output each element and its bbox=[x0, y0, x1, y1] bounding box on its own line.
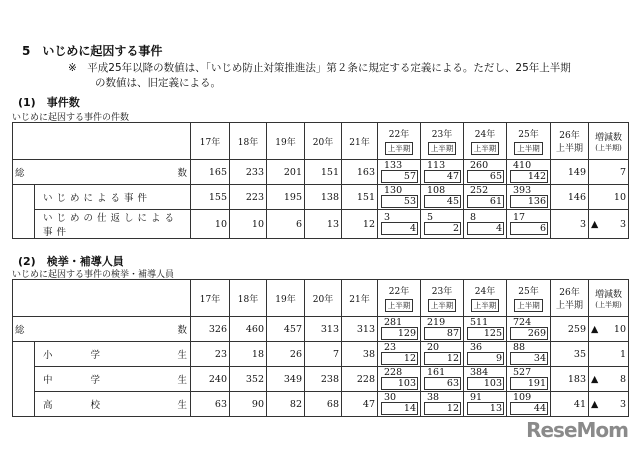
decrease-triangle-icon: ▲ bbox=[591, 323, 599, 335]
full-year-value: 161 bbox=[427, 367, 446, 378]
incident-count-table bbox=[12, 122, 629, 239]
indent-cell bbox=[13, 342, 35, 367]
y26-header bbox=[551, 123, 589, 160]
note-line-2: の数値は、旧定義による。 bbox=[95, 77, 221, 89]
label-b: 生 bbox=[177, 400, 187, 411]
year-label: 26年 bbox=[559, 131, 580, 141]
full-year-value: 724 bbox=[513, 317, 532, 328]
half-year-cell bbox=[378, 367, 421, 392]
half-year-cell bbox=[507, 185, 551, 210]
half-year-value: 129 bbox=[381, 327, 418, 340]
half-year-value: 12 bbox=[424, 402, 461, 415]
year-header: 17年 bbox=[191, 123, 230, 160]
half-year-value: 44 bbox=[510, 402, 548, 415]
half-year-value: 45 bbox=[424, 195, 461, 208]
full-year-value: 219 bbox=[427, 317, 446, 328]
half-year-cell bbox=[378, 392, 421, 417]
full-year-value: 23 bbox=[384, 342, 397, 353]
half-year-cell bbox=[378, 210, 421, 239]
half-year-header bbox=[421, 123, 464, 160]
section-title: 5 いじめに起因する事件 bbox=[22, 44, 163, 58]
year-header: 19年 bbox=[267, 280, 305, 317]
half-label: 上半期 bbox=[514, 299, 543, 312]
value-cell: 10 bbox=[191, 210, 230, 239]
header-row bbox=[13, 280, 629, 317]
full-year-value: 113 bbox=[427, 160, 446, 171]
half-year-value: 4 bbox=[381, 222, 418, 235]
half-year-value: 13 bbox=[467, 402, 504, 415]
half-year-header bbox=[464, 123, 507, 160]
year-header: 20年 bbox=[305, 123, 342, 160]
value-cell: 23 bbox=[191, 342, 230, 367]
pair-box bbox=[421, 160, 463, 184]
half-year-cell bbox=[507, 342, 551, 367]
change-value: 10 bbox=[613, 191, 626, 203]
full-year-value: 5 bbox=[427, 212, 434, 223]
full-year-value: 17 bbox=[513, 212, 526, 223]
value-cell: 155 bbox=[191, 185, 230, 210]
value-cell: 138 bbox=[305, 185, 342, 210]
year-label: 24年 bbox=[474, 287, 496, 297]
half-year-value: 103 bbox=[467, 377, 504, 390]
full-year-value: 281 bbox=[384, 317, 403, 328]
full-year-value: 410 bbox=[513, 160, 532, 171]
year-label: 25年 bbox=[518, 287, 539, 297]
half-year-value: 4 bbox=[467, 222, 504, 235]
half-year-value: 63 bbox=[424, 377, 461, 390]
half-year-cell bbox=[421, 342, 464, 367]
pair-box bbox=[464, 367, 506, 391]
pair-box bbox=[507, 392, 550, 416]
decrease-triangle-icon: ▲ bbox=[591, 218, 599, 230]
table2-caption: いじめに起因する事件の検挙・補導人員 bbox=[12, 270, 175, 280]
change-header bbox=[589, 280, 629, 317]
value-cell: 12 bbox=[342, 210, 378, 239]
half-year-header bbox=[378, 123, 421, 160]
change-value: 3 bbox=[619, 398, 626, 410]
half-year-cell bbox=[421, 367, 464, 392]
half-label: 上半期 bbox=[428, 142, 457, 155]
table-row bbox=[13, 210, 629, 239]
half-year-value: 47 bbox=[424, 170, 461, 183]
indent-cell bbox=[13, 210, 35, 239]
value-cell: 195 bbox=[267, 185, 305, 210]
label-a: 高 校 bbox=[43, 400, 101, 411]
half-label: 上半期 bbox=[555, 144, 583, 154]
row-label bbox=[35, 367, 191, 392]
row-label bbox=[13, 160, 191, 185]
year-label: 23年 bbox=[431, 130, 453, 140]
decrease-triangle-icon: ▲ bbox=[591, 398, 599, 410]
half-year-header bbox=[507, 280, 551, 317]
table-row bbox=[13, 185, 629, 210]
change-value: 3 bbox=[619, 218, 626, 230]
half-year-cell bbox=[464, 160, 507, 185]
half-year-cell bbox=[378, 160, 421, 185]
pair-box bbox=[378, 185, 420, 209]
pair-box bbox=[421, 367, 463, 391]
full-year-value: 511 bbox=[470, 317, 489, 328]
half-label: 上半期 bbox=[555, 301, 583, 311]
half-year-cell bbox=[421, 185, 464, 210]
half-label: 上半期 bbox=[428, 299, 457, 312]
value-cell: 151 bbox=[305, 160, 342, 185]
half-year-cell bbox=[421, 317, 464, 342]
row-label bbox=[35, 210, 191, 239]
half-year-value: 14 bbox=[381, 402, 418, 415]
pair-box bbox=[507, 212, 550, 236]
table-row bbox=[13, 317, 629, 342]
value-cell: 10 bbox=[230, 210, 267, 239]
pair-box bbox=[464, 317, 506, 341]
row-label bbox=[35, 185, 191, 210]
label-a: 中 学 bbox=[43, 375, 101, 386]
resemom-logo: ReseMom bbox=[526, 418, 628, 442]
row-label bbox=[13, 317, 191, 342]
year-label: 25年 bbox=[518, 130, 539, 140]
header-row bbox=[13, 123, 629, 160]
table1-heading: (1) 事件数 bbox=[18, 96, 80, 109]
half-year-cell bbox=[507, 392, 551, 417]
label-a: 総 bbox=[15, 325, 25, 336]
half-year-cell bbox=[421, 392, 464, 417]
value-cell: 165 bbox=[191, 160, 230, 185]
half-year-value: 125 bbox=[467, 327, 504, 340]
y26-value: 259 bbox=[551, 317, 589, 342]
full-year-value: 20 bbox=[427, 342, 440, 353]
half-year-value: 142 bbox=[510, 170, 548, 183]
half-year-cell bbox=[464, 210, 507, 239]
half-year-value: 53 bbox=[381, 195, 418, 208]
value-cell: 201 bbox=[267, 160, 305, 185]
pair-box bbox=[507, 160, 550, 184]
year-header: 18年 bbox=[230, 280, 267, 317]
value-cell: 228 bbox=[342, 367, 378, 392]
year-label: 22年 bbox=[388, 287, 410, 297]
value-cell: 233 bbox=[230, 160, 267, 185]
half-year-value: 136 bbox=[510, 195, 548, 208]
full-year-value: 130 bbox=[384, 185, 403, 196]
half-year-value: 6 bbox=[510, 222, 548, 235]
value-cell: 313 bbox=[342, 317, 378, 342]
change-cell bbox=[589, 160, 629, 185]
pair-box bbox=[464, 342, 506, 366]
pair-box bbox=[507, 342, 550, 366]
half-year-header bbox=[378, 280, 421, 317]
year-header: 20年 bbox=[305, 280, 342, 317]
full-year-value: 109 bbox=[513, 392, 532, 403]
change-sub: (上半期) bbox=[595, 143, 622, 152]
label-b: 数 bbox=[177, 325, 187, 336]
year-header: 21年 bbox=[342, 123, 378, 160]
change-cell bbox=[589, 367, 629, 392]
change-cell bbox=[589, 210, 629, 239]
pair-box bbox=[421, 212, 463, 236]
full-year-value: 228 bbox=[384, 367, 403, 378]
half-year-cell bbox=[464, 367, 507, 392]
pair-box bbox=[507, 367, 550, 391]
row-label bbox=[35, 342, 191, 367]
arrest-count-table bbox=[12, 279, 629, 417]
half-year-cell bbox=[507, 160, 551, 185]
value-cell: 349 bbox=[267, 367, 305, 392]
y26-value: 149 bbox=[551, 160, 589, 185]
pair-box bbox=[464, 160, 506, 184]
label-b: 生 bbox=[177, 350, 187, 361]
half-year-cell bbox=[464, 342, 507, 367]
pair-box bbox=[378, 317, 420, 341]
half-year-value: 12 bbox=[381, 352, 418, 365]
half-year-value: 87 bbox=[424, 327, 461, 340]
value-cell: 238 bbox=[305, 367, 342, 392]
label-b: 生 bbox=[177, 375, 187, 386]
pair-box bbox=[421, 392, 463, 416]
table-row bbox=[13, 160, 629, 185]
y26-header bbox=[551, 280, 589, 317]
pair-box bbox=[464, 185, 506, 209]
row-label bbox=[35, 392, 191, 417]
half-year-header bbox=[507, 123, 551, 160]
half-year-value: 269 bbox=[510, 327, 548, 340]
year-header: 18年 bbox=[230, 123, 267, 160]
value-cell: 457 bbox=[267, 317, 305, 342]
value-cell: 460 bbox=[230, 317, 267, 342]
table-row bbox=[13, 392, 629, 417]
value-cell: 47 bbox=[342, 392, 378, 417]
half-year-cell bbox=[507, 210, 551, 239]
value-cell: 26 bbox=[267, 342, 305, 367]
half-year-header bbox=[421, 280, 464, 317]
half-label: 上半期 bbox=[385, 299, 414, 312]
indent-cell bbox=[13, 367, 35, 392]
half-year-cell bbox=[378, 185, 421, 210]
change-cell bbox=[589, 317, 629, 342]
table-row bbox=[13, 367, 629, 392]
half-year-value: 2 bbox=[424, 222, 461, 235]
half-year-cell bbox=[378, 342, 421, 367]
label-b: 数 bbox=[177, 168, 187, 179]
value-cell: 223 bbox=[230, 185, 267, 210]
half-year-cell bbox=[507, 367, 551, 392]
half-year-value: 65 bbox=[467, 170, 504, 183]
label-a: いじめの仕返しによる事件 bbox=[43, 213, 179, 238]
label-a: 総 bbox=[15, 168, 25, 179]
change-label: 増減数 bbox=[594, 132, 622, 143]
value-cell: 63 bbox=[191, 392, 230, 417]
half-year-cell bbox=[507, 317, 551, 342]
year-label: 23年 bbox=[431, 287, 453, 297]
pair-box bbox=[421, 317, 463, 341]
full-year-value: 38 bbox=[427, 392, 440, 403]
value-cell: 326 bbox=[191, 317, 230, 342]
pair-box bbox=[421, 185, 463, 209]
year-header: 19年 bbox=[267, 123, 305, 160]
pair-box bbox=[464, 212, 506, 236]
half-label: 上半期 bbox=[471, 142, 500, 155]
change-value: 8 bbox=[619, 373, 626, 385]
header-corner bbox=[13, 280, 191, 317]
full-year-value: 8 bbox=[470, 212, 477, 223]
half-year-cell bbox=[464, 317, 507, 342]
half-year-cell bbox=[421, 210, 464, 239]
half-year-value: 34 bbox=[510, 352, 548, 365]
change-value: 10 bbox=[613, 323, 626, 335]
indent-cell bbox=[13, 185, 35, 210]
change-cell bbox=[589, 342, 629, 367]
value-cell: 13 bbox=[305, 210, 342, 239]
table1-caption: いじめに起因する事件の件数 bbox=[12, 113, 130, 123]
half-year-value: 57 bbox=[381, 170, 418, 183]
half-year-value: 103 bbox=[381, 377, 418, 390]
half-year-value: 12 bbox=[424, 352, 461, 365]
half-year-header bbox=[464, 280, 507, 317]
pair-box bbox=[378, 160, 420, 184]
full-year-value: 3 bbox=[384, 212, 391, 223]
change-label: 増減数 bbox=[594, 289, 622, 300]
note-line-1: ※ 平成25年以降の数値は、「いじめ防止対策推進法」第２条に規定する定義による。ただし、25年上半期 bbox=[68, 62, 571, 74]
year-header: 17年 bbox=[191, 280, 230, 317]
change-cell bbox=[589, 392, 629, 417]
half-year-cell bbox=[464, 185, 507, 210]
pair-box bbox=[378, 367, 420, 391]
change-header bbox=[589, 123, 629, 160]
half-year-value: 9 bbox=[467, 352, 504, 365]
y26-value: 35 bbox=[551, 342, 589, 367]
pair-box bbox=[378, 392, 420, 416]
value-cell: 151 bbox=[342, 185, 378, 210]
year-label: 24年 bbox=[474, 130, 496, 140]
value-cell: 163 bbox=[342, 160, 378, 185]
pair-box bbox=[378, 212, 420, 236]
full-year-value: 36 bbox=[470, 342, 483, 353]
value-cell: 6 bbox=[267, 210, 305, 239]
change-value: 1 bbox=[619, 348, 626, 360]
y26-value: 3 bbox=[551, 210, 589, 239]
pair-box bbox=[507, 185, 550, 209]
half-label: 上半期 bbox=[385, 142, 414, 155]
value-cell: 240 bbox=[191, 367, 230, 392]
half-year-value: 61 bbox=[467, 195, 504, 208]
change-value: 7 bbox=[619, 166, 626, 178]
full-year-value: 108 bbox=[427, 185, 446, 196]
pair-box bbox=[421, 342, 463, 366]
half-label: 上半期 bbox=[514, 142, 543, 155]
half-year-cell bbox=[421, 160, 464, 185]
value-cell: 313 bbox=[305, 317, 342, 342]
header-corner bbox=[13, 123, 191, 160]
full-year-value: 30 bbox=[384, 392, 397, 403]
half-year-cell bbox=[378, 317, 421, 342]
half-label: 上半期 bbox=[471, 299, 500, 312]
year-label: 26年 bbox=[559, 288, 580, 298]
half-year-value: 191 bbox=[510, 377, 548, 390]
full-year-value: 88 bbox=[513, 342, 526, 353]
full-year-value: 260 bbox=[470, 160, 489, 171]
pair-box bbox=[464, 392, 506, 416]
value-cell: 352 bbox=[230, 367, 267, 392]
change-cell bbox=[589, 185, 629, 210]
full-year-value: 252 bbox=[470, 185, 489, 196]
pair-box bbox=[378, 342, 420, 366]
year-label: 22年 bbox=[388, 130, 410, 140]
half-year-cell bbox=[464, 392, 507, 417]
decrease-triangle-icon: ▲ bbox=[591, 373, 599, 385]
value-cell: 18 bbox=[230, 342, 267, 367]
value-cell: 7 bbox=[305, 342, 342, 367]
pair-box bbox=[507, 317, 550, 341]
y26-value: 183 bbox=[551, 367, 589, 392]
y26-value: 146 bbox=[551, 185, 589, 210]
value-cell: 90 bbox=[230, 392, 267, 417]
label-a: 小 学 bbox=[43, 350, 101, 361]
table-row bbox=[13, 342, 629, 367]
full-year-value: 133 bbox=[384, 160, 403, 171]
full-year-value: 384 bbox=[470, 367, 489, 378]
y26-value: 41 bbox=[551, 392, 589, 417]
full-year-value: 393 bbox=[513, 185, 532, 196]
full-year-value: 527 bbox=[513, 367, 532, 378]
year-header: 21年 bbox=[342, 280, 378, 317]
full-year-value: 91 bbox=[470, 392, 483, 403]
value-cell: 82 bbox=[267, 392, 305, 417]
value-cell: 38 bbox=[342, 342, 378, 367]
change-sub: (上半期) bbox=[595, 300, 622, 309]
label-a: いじめによる事件 bbox=[43, 193, 152, 204]
value-cell: 68 bbox=[305, 392, 342, 417]
indent-cell bbox=[13, 392, 35, 417]
table2-heading: (2) 検挙・補導人員 bbox=[18, 255, 124, 268]
